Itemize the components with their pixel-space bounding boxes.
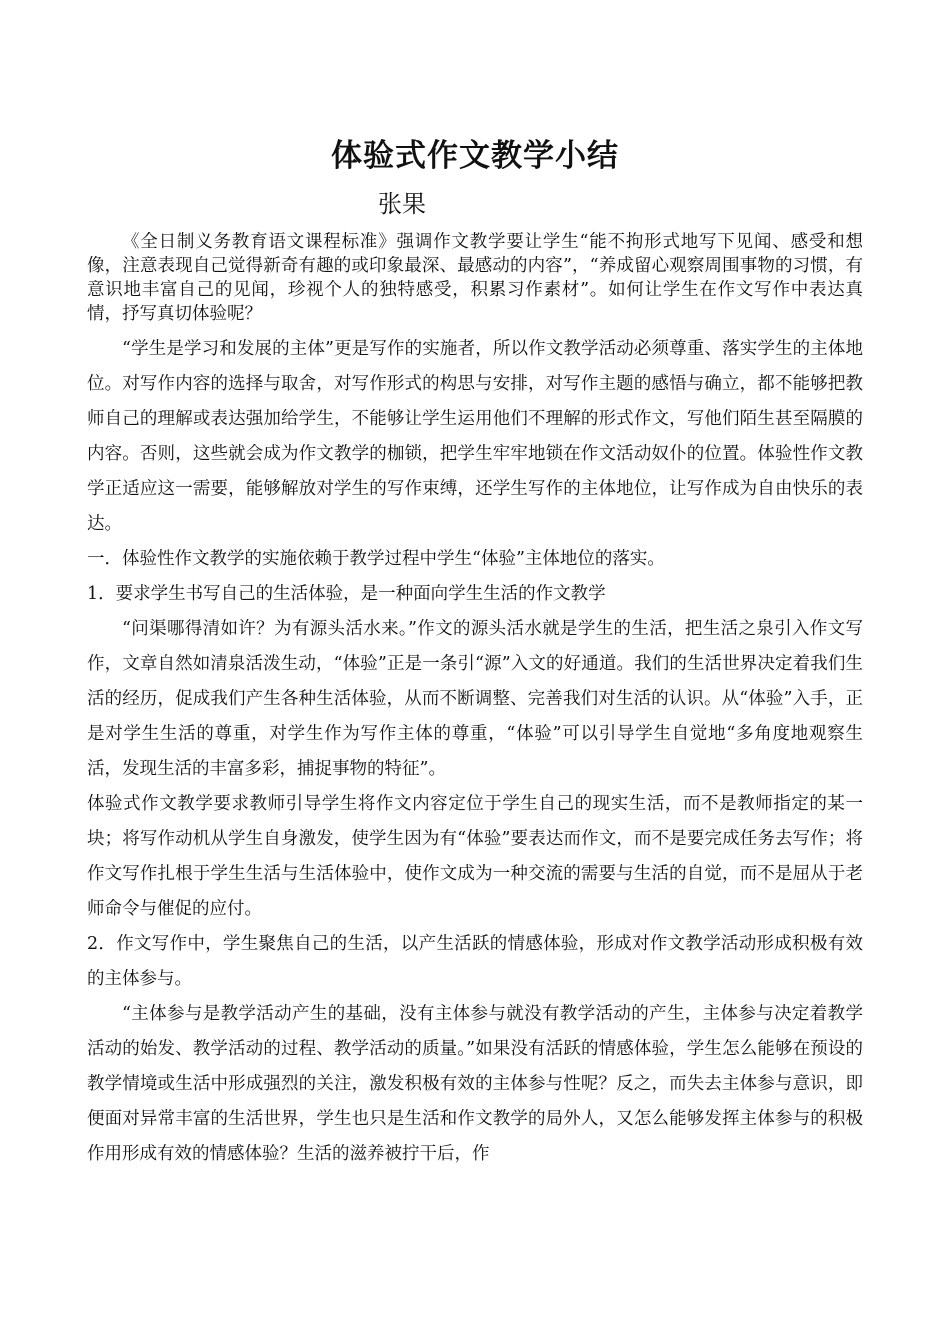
body-paragraph: “学生是学习和发展的主体”更是写作的实施者，所以作文教学活动必须尊重、落实学生的主体地位。对写作内容的选择与取舍，对写作形式的构思与安排，对写作主题的感悟与确立，都不能够把教师自己的理解或表达强加给学生，不能够让学生运用他们不理解的形式作文，写他们陌生甚至隔膜的内容。否则，这些就会成为作文教学的枷锁，把学生牢牢地锁在作文活动奴仆的位置。体验性作文教学正适应这一需要，能够解放对学生的写作束缚，还学生写作的主体地位，让写作成为自由快乐的表达。 [87, 339, 863, 534]
intro-paragraph: 《全日制义务教育语文课程标准》强调作文教学要让学生“能不拘形式地写下见闻、感受和想像，注意表现自己觉得新奇有趣的或印象最深、最感动的内容”，“养成留心观察周围事物的习惯，有意识地丰富自己的见闻，珍视个人的独特感受，积累习作素材”。如何让学生在作文写作中表达真情，抒写真切体验呢？ [87, 232, 863, 324]
body-paragraph: “主体参与是教学活动产生的基础，没有主体参与就没有教学活动的产生，主体参与决定着教学活动的始发、教学活动的过程、教学活动的质量。”如果没有活跃的情感体验，学生怎么能够在预设的教学情境或生活中形成强烈的关注，激发积极有效的主体参与性呢？反之，而失去主体参与意识，即便面对异常丰富的生活世界，学生也只是生活和作文教学的局外人，又怎么能够发挥主体参与的积极作用形成有效的情感体验？生活的滋养被拧干后，作 [87, 1004, 863, 1164]
document-title: 体验式作文教学小结 [331, 138, 619, 174]
document-body [87, 230, 863, 1172]
body-paragraph-unindented: 体验式作文教学要求教师引导学生将作文内容定位于学生自己的现实生活，而不是教师指定的某一块；将写作动机从学生自身激发，使学生因为有“体验”要表达而作文，而不是要完成任务去写作；将作文写作扎根于学生生活与生活体验中，使作文成为一种交流的需要与生活的自觉，而不是屈从于老师命令与催促的应付。 [87, 794, 863, 919]
author-name: 张果 [378, 190, 426, 218]
section-heading: 一．体验性作文教学的实施依赖于教学过程中学生“体验”主体地位的落实。 [87, 549, 665, 569]
body-paragraph: “问渠哪得清如许？为有源头活水来。”作文的源头活水就是学生的生活，把生活之泉引入作文写作，文章自然如清泉活泼生动，“体验”正是一条引“源”入文的好通道。我们的生活世界决定着我们生活的经历，促成我们产生各种生活体验，从而不断调整、完善我们对生活的认识。从“体验”入手，正是对学生生活的尊重，对学生作为写作主体的尊重，“体验”可以引导学生自觉地“多角度地观察生活，发现生活的丰富多彩，捕捉事物的特征”。 [87, 619, 863, 779]
subsection-heading: 2．作文写作中，学生聚焦自己的生活，以产生活跃的情感体验，形成对作文教学活动形成积极有效的主体参与。 [87, 934, 863, 989]
subsection-heading: 1．要求学生书写自己的生活体验，是一种面向学生生活的作文教学 [87, 584, 606, 604]
